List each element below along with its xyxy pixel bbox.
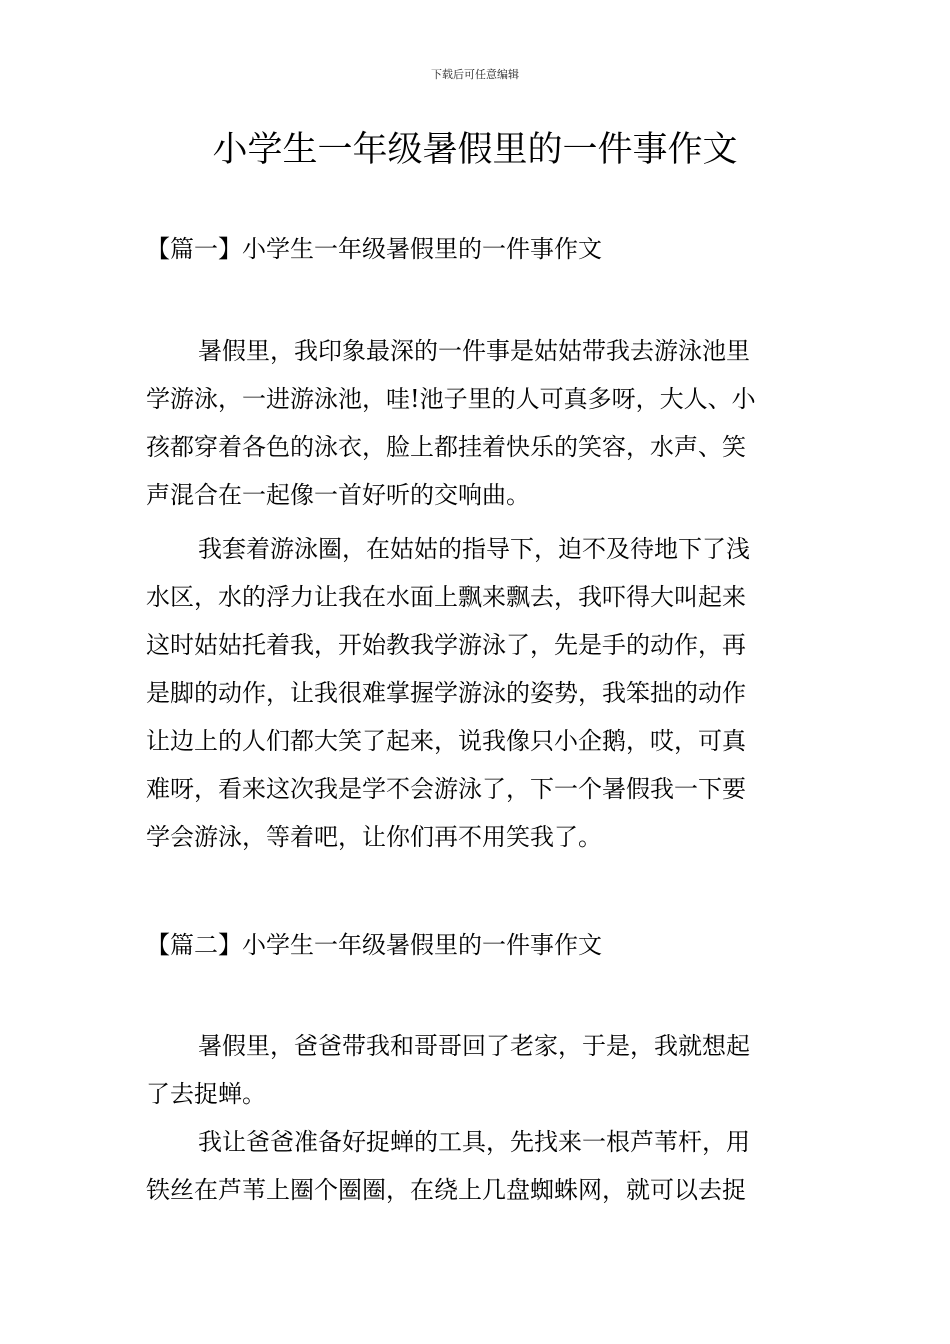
- text-line: 铁丝在芦苇上圈个圈圈，在绕上几盘蜘蛛网，就可以去捉: [146, 1176, 746, 1204]
- text-line: 让边上的人们都大笑了起来，说我像只小企鹅，哎，可真: [146, 727, 746, 755]
- text-line: 我套着游泳圈，在姑姑的指导下，迫不及待地下了浅: [198, 535, 750, 563]
- text-line: 是脚的动作，让我很难掌握学游泳的姿势，我笨拙的动作: [146, 679, 746, 707]
- section-heading-1: 【篇一】小学生一年级暑假里的一件事作文: [146, 235, 602, 263]
- section-heading-2: 【篇二】小学生一年级暑假里的一件事作文: [146, 931, 602, 959]
- text-line: 暑假里，爸爸带我和哥哥回了老家，于是，我就想起: [198, 1032, 750, 1060]
- text-line: 水区，水的浮力让我在水面上飘来飘去，我吓得大叫起来: [146, 583, 746, 611]
- text-line: 我让爸爸准备好捉蝉的工具，先找来一根芦苇杆，用: [198, 1128, 750, 1156]
- paragraph: [146, 327, 811, 519]
- text-line: 孩都穿着各色的泳衣，脸上都挂着快乐的笑容，水声、笑: [146, 433, 746, 461]
- text-line: 了去捉蝉。: [146, 1080, 266, 1108]
- text-line: 学会游泳，等着吧，让你们再不用笑我了。: [146, 823, 602, 851]
- text-line: 声混合在一起像一首好听的交响曲。: [146, 481, 530, 509]
- header-note: 下载后可任意编辑: [431, 68, 519, 81]
- paragraph: [146, 1118, 811, 1214]
- paragraph: [146, 1022, 811, 1118]
- page-title: 小学生一年级暑假里的一件事作文: [212, 130, 738, 170]
- text-line: 学游泳，一进游泳池，哇!池子里的人可真多呀，大人、小: [146, 385, 756, 413]
- text-line: 这时姑姑托着我，开始教我学游泳了，先是手的动作，再: [146, 631, 746, 659]
- text-line: 暑假里，我印象最深的一件事是姑姑带我去游泳池里: [198, 337, 750, 365]
- text-line: 难呀，看来这次我是学不会游泳了，下一个暑假我一下要: [146, 775, 746, 803]
- paragraph: [146, 525, 811, 861]
